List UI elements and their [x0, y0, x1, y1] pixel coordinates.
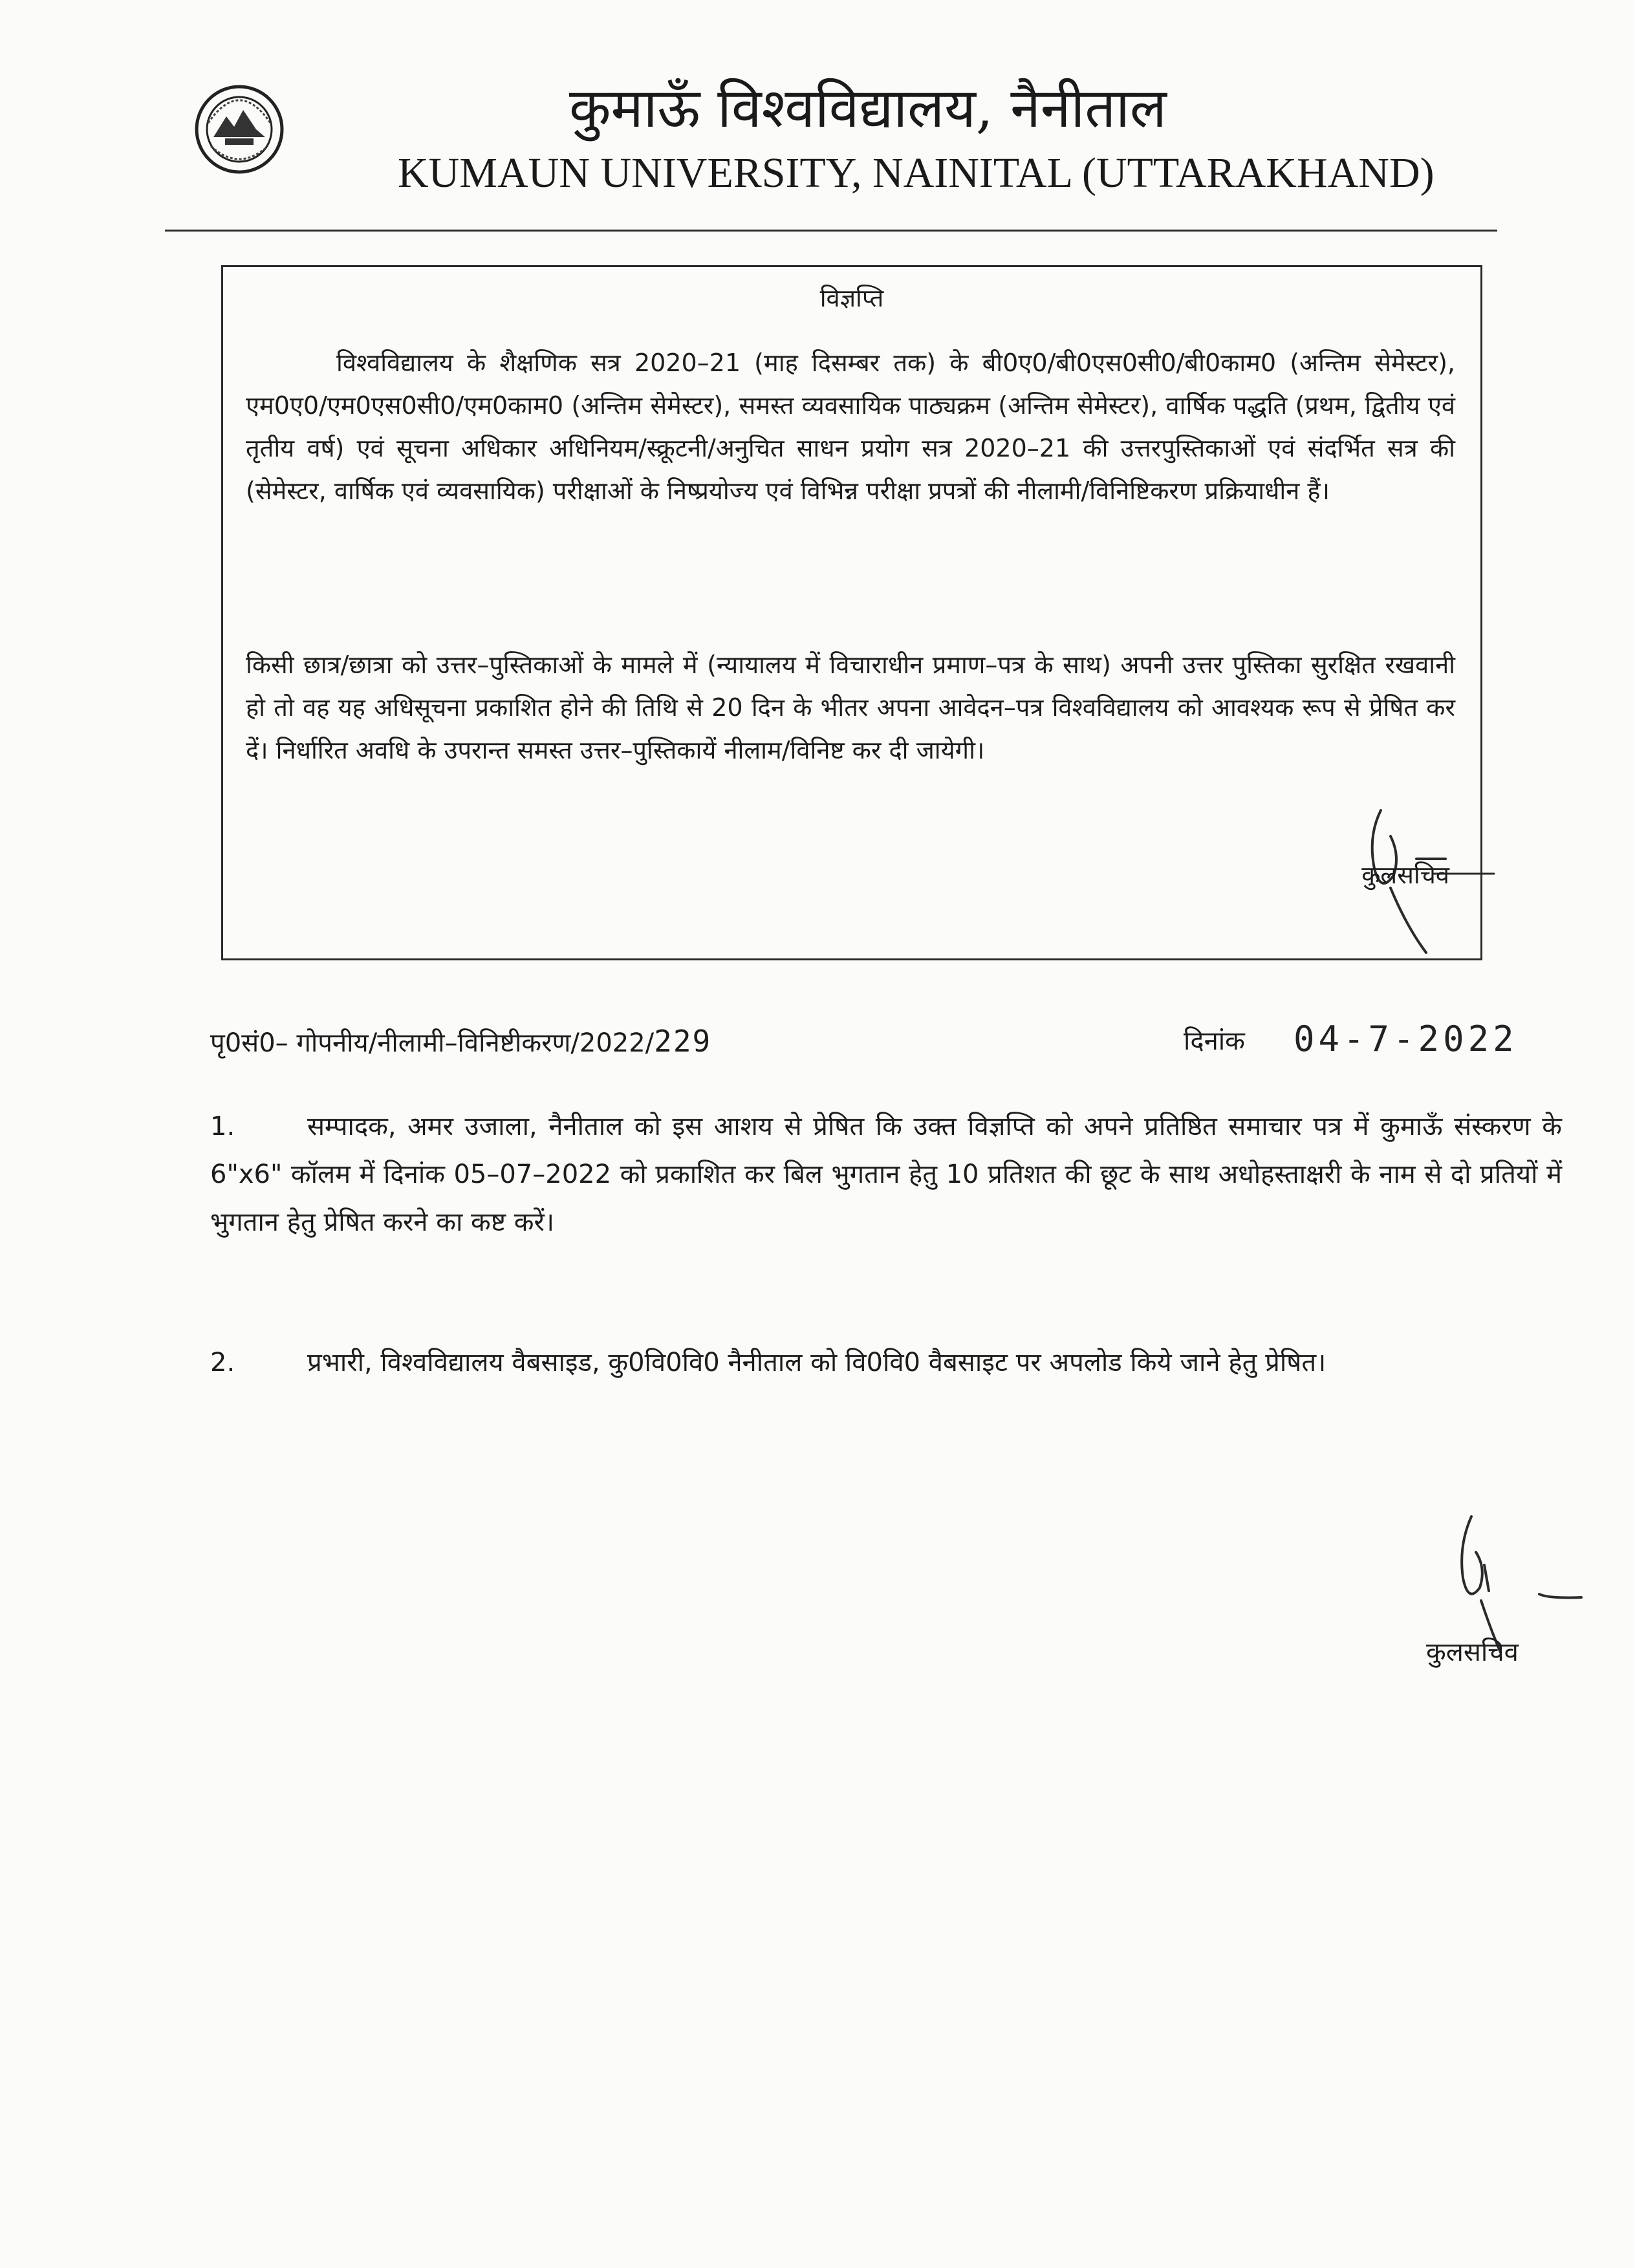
- university-name-hindi: कुमाऊँ विश्वविद्यालय, नैनीताल: [569, 76, 1167, 140]
- notice-signatory: कुलसचिव: [1361, 861, 1449, 889]
- copy-item-1: [210, 1103, 1562, 1246]
- header-divider: [165, 230, 1497, 232]
- notice-title: विज्ञप्ति: [819, 284, 884, 312]
- date-value: 04-7-2022: [1294, 1019, 1518, 1059]
- footer-signatory: कुलसचिव: [1426, 1637, 1519, 1667]
- notice-paragraph-1: विश्वविद्यालय के शैक्षणिक सत्र 2020–21 (माह दिसम्बर तक) के बी0ए0/बी0एस0सी0/बी0काम0 (अन्तिम सेमेस्टर), एम0ए0/एम0एस0सी0/एम0काम0 (अन्तिम सेमेस्टर), समस्त व्यवसायिक पाठ्यक्रम (अन्तिम सेमेस्टर), वार्षिक पद्धति (प्रथम, द्वितीय एवं तृतीय वर्ष) एवं सूचना अधिकार अधिनियम/स्क्रूटनी/अनुचित साधन प्रयोग सत्र 2020–21 की उत्तरपुस्तिकाओं एवं संदर्भित सत्र की (सेमेस्टर, वार्षिक एवं व्यवसायिक) परीक्षाओं के निष्प्रयोज्य एवं विभिन्न परीक्षा प्रपत्रों की नीलामी/विनिष्टिकरण प्रक्रियाधीन हैं।: [246, 349, 1455, 505]
- date-label: दिनांक: [1184, 1026, 1245, 1056]
- reference-prefix: पृ0सं0– गोपनीय/नीलामी–विनिष्टीकरण/2022/: [210, 1028, 655, 1058]
- notice-paragraph-2: किसी छात्र/छात्रा को उत्तर–पुस्तिकाओं के मामले में (न्यायालय में विचाराधीन प्रमाण–पत्र के साथ) अपनी उत्तर पुस्तिका सुरक्षित रखवानी हो तो वह यह अधिसूचना प्रकाशित होने की तिथि से 20 दिन के भीतर अपना आवेदन–पत्र विश्वविद्यालय को आवश्यक रूप से प्रेषित कर दें। निर्धारित अवधि के उपरान्त समस्त उत्तर–पुस्तिकायें नीलाम/विनिष्ट कर दी जायेगी।: [246, 651, 1455, 764]
- copy-item-2: [210, 1339, 1562, 1387]
- copy-item-text: प्रभारी, विश्वविद्यालय वैबसाइड, कु0वि0वि0 नैनीताल को वि0वि0 वैबसाइट पर अपलोड किये जाने हेतु प्रेषित।: [307, 1348, 1326, 1377]
- university-name-english: KUMAUN UNIVERSITY, NAINITAL (UTTARAKHAND): [398, 149, 1435, 197]
- reference-line: [210, 1019, 711, 1066]
- copy-item-number: 1.: [210, 1112, 235, 1141]
- copy-item-number: 2.: [210, 1348, 235, 1377]
- university-seal-logo: [194, 84, 285, 175]
- notice-box: [221, 265, 1482, 960]
- reference-number: 229: [654, 1024, 712, 1059]
- copy-item-text: सम्पादक, अमर उजाला, नैनीताल को इस आशय से प्रेषित कि उक्त विज्ञप्ति को अपने प्रतिष्ठित समाचार पत्र में कुमाऊँ संस्करण के 6"x6" कॉलम में दिनांक 05–07–2022 को प्रकाशित कर बिल भुगतान हेतु 10 प्रतिशत की छूट के साथ अधोहस्ताक्षरी के नाम से दो प्रतियों में भुगतान हेतु प्रेषित करने का कष्ट करें।: [210, 1112, 1562, 1237]
